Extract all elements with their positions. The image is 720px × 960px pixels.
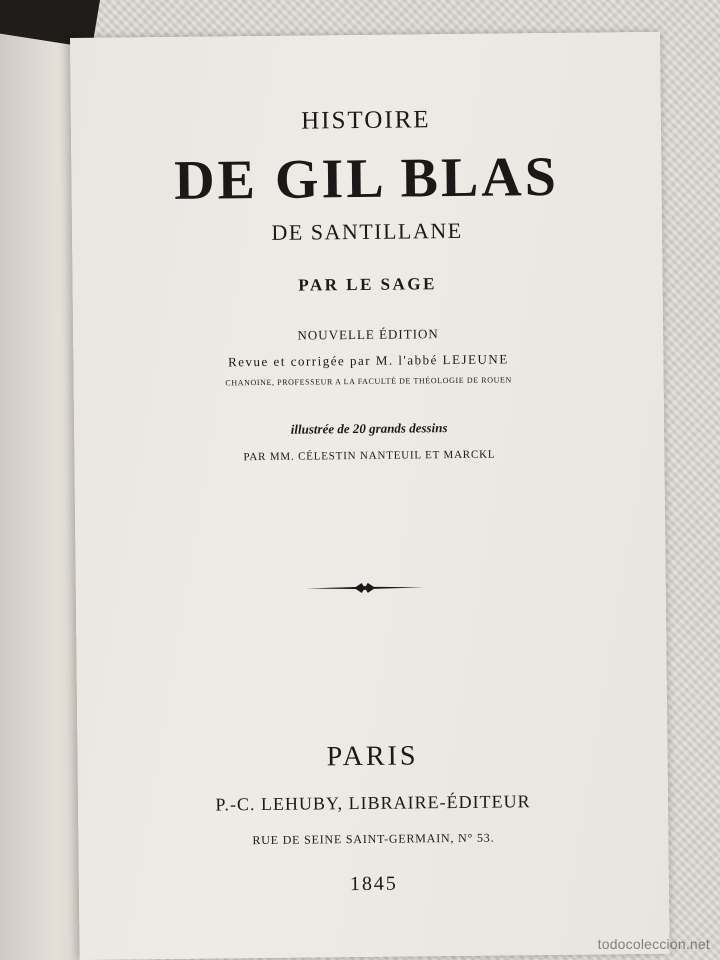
book-subtitle: DE SANTILLANE (271, 217, 463, 245)
revised-line: Revue et corrigée par M. l'abbé LEJEUNE (227, 351, 509, 370)
edition-line: NOUVELLE ÉDITION (297, 326, 439, 343)
site-watermark: todocoleccion.net (597, 936, 710, 952)
year-line: 1845 (349, 872, 398, 896)
book-title: DE GIL BLAS (173, 145, 560, 212)
illustrated-line: illustrée de 20 grands dessins (290, 420, 448, 437)
address-line: RUE DE SEINE SAINT-GERMAIN, N° 53. (252, 830, 495, 848)
publisher-line: P.-C. LEHUBY, LIBRAIRE-ÉDITEUR (215, 791, 531, 815)
ornament-rule-icon (306, 580, 424, 595)
title-page (70, 32, 670, 960)
author-line: PAR LE SAGE (298, 274, 438, 295)
canon-line: CHANOINE, PROFESSEUR A LA FACULTÉ DE THÉOLOGIE DE ROUEN (225, 375, 512, 388)
title-line-histoire: HISTOIRE (301, 106, 431, 135)
artists-line: PAR MM. CÉLESTIN NANTEUIL ET MARCKL (243, 448, 496, 464)
city-line: PARIS (326, 740, 419, 773)
